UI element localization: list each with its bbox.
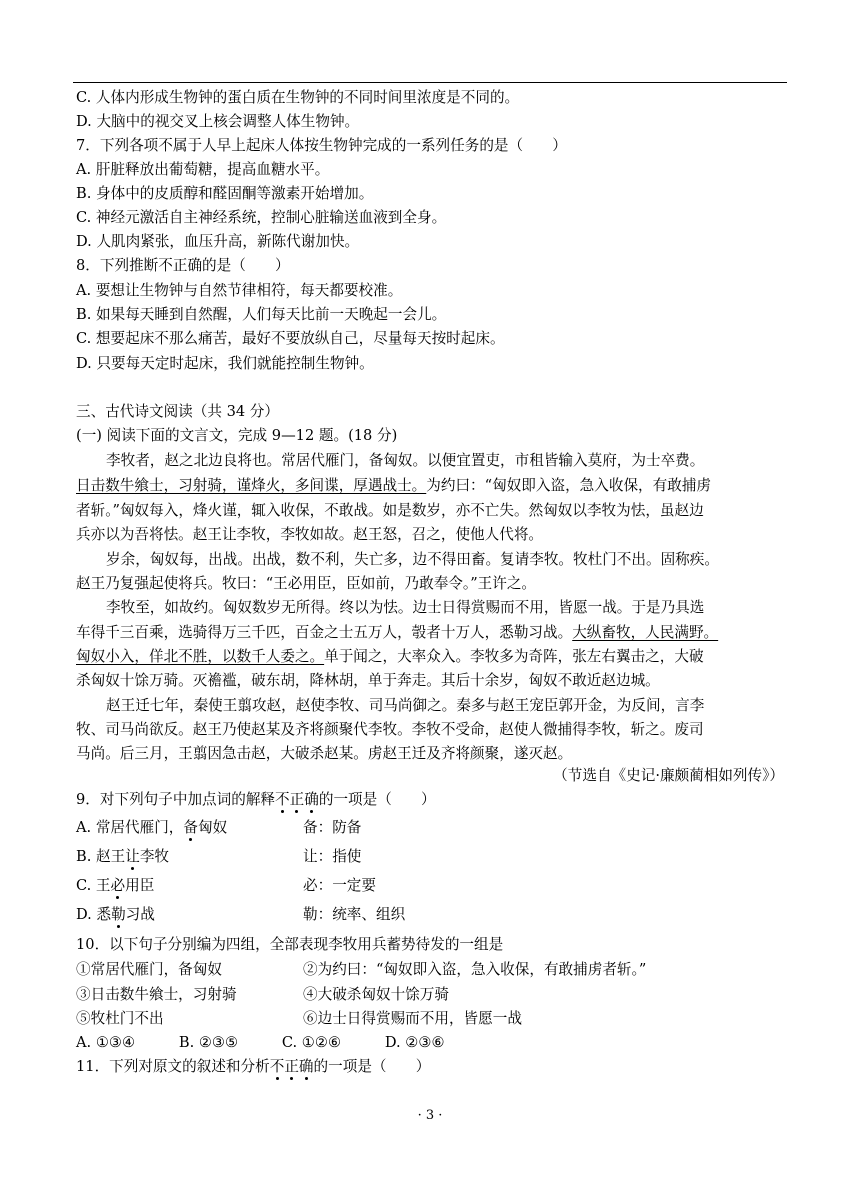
question-11: 11．下列对原文的叙述和分析不正确的一项是（ ） (76, 1058, 431, 1075)
dotted-word: 备 (183, 819, 198, 836)
passage-line: 赵王乃复强起使将兵。牧曰：“王必用臣，臣如前，乃敢奉令。”王许之。 (76, 575, 537, 592)
option-c-q9: C. 王必用臣 必：一定要 (76, 877, 376, 894)
passage-line: 车得千三百乘，选骑得万三千匹，百金之士五万人，彀者十万人，悉勒习战。大纵畜牧，人民满野。 (76, 624, 719, 641)
option-b-q7: B. 身体中的皮质醇和醛固酮等激素开始增加。 (76, 185, 374, 202)
passage-source: （节选自《史记·廉颇蔺相如列传》） (553, 767, 784, 784)
q10-choices: A. ①③④ B. ②③⑤ C. ①②⑥ D. ②③⑥ (76, 1034, 445, 1051)
passage-line: 赵王迁七年，秦使王翦攻赵，赵使李牧、司马尚御之。秦多与赵王宠臣郭开金，为反间，言李 (106, 697, 705, 714)
passage-line: 匈奴小入，佯北不胜，以数千人委之。单于闻之，大率众入。李牧多为奇阵，张左右翼击之，大破 (76, 648, 704, 665)
passage-line: 杀匈奴十馀万骑。灭襜褴，破东胡，降林胡，单于奔走。其后十余岁，匈奴不敢近赵边城。 (76, 672, 660, 689)
option-d-q7: D. 人肌肉紧张，血压升高，新陈代谢加快。 (76, 233, 360, 250)
passage-line: 岁余，匈奴每，出战。出战，数不利，失亡多，边不得田畜。复请李牧。牧杜门不出。固称疾。 (106, 551, 719, 568)
passage-line: 马尚。后三月，王翦因急击赵，大破杀赵某。虏赵王迁及齐将颜聚，遂灭赵。 (76, 745, 573, 762)
passage-line: 李牧者，赵之北边良将也。常居代雁门，备匈奴。以便宜置吏，市租皆输入莫府，为士卒费。 (106, 452, 705, 469)
option-a-q8: A. 要想让生物钟与自然节律相符，每天都要校准。 (76, 282, 403, 299)
underlined-sentence: 匈奴小入，佯北不胜，以数千人委之。 (76, 648, 325, 665)
dotted-word: 勒 (111, 906, 126, 923)
question-7: 7．下列各项不属于人早上起床人体按生物钟完成的一系列任务的是（ ） (76, 137, 567, 154)
section-instruction: (一) 阅读下面的文言文，完成 9—12 题。(18 分) (76, 427, 398, 444)
question-10: 10．以下句子分别编为四组，全部表现李牧用兵蓄势待发的一组是 (76, 936, 504, 953)
emphasis-dot-char: 确 (304, 791, 319, 808)
option-c-q7: C. 神经元激活自主神经系统，控制心脏输送血液到全身。 (76, 209, 447, 226)
page-number: · 3 · (417, 1108, 443, 1123)
emphasis-dot-char: 不 (275, 791, 290, 808)
emphasis-dot-char: 确 (298, 1058, 314, 1075)
option-d-q6: D. 大脑中的视交叉上核会调整人体生物钟。 (76, 113, 360, 130)
option-d-q8: D. 只要每天定时起床，我们就能控制生物钟。 (76, 355, 374, 372)
option-explanation: 必：一定要 (303, 877, 376, 894)
option-c-q6: C. 人体内形成生物钟的蛋白质在生物钟的不同时间里浓度是不同的。 (76, 89, 520, 106)
option-b-q8: B. 如果每天睡到自然醒，人们每天比前一天晚起一会儿。 (76, 306, 447, 323)
emphasis-dot-char: 正 (289, 791, 305, 808)
passage-line: 者斩。”匈奴每入，烽火谨，辄入收保，不敢战。如是数岁，亦不亡失。然匈奴以李牧为怯，虽赵边 (76, 502, 704, 519)
q10-row: ①常居代雁门，备匈奴 ②为约曰：“匈奴即入盗，急入收保，有敢捕虏者斩。” (76, 961, 647, 978)
underlined-sentence: 日击数牛飨士，习射骑，谨烽火，多间谍，厚遇战士。 (76, 477, 427, 494)
passage-line: 兵亦以为吾将怯。赵王让李牧，李牧如故。赵王怒，召之，使他人代将。 (76, 526, 544, 543)
q10-row: ③日击数牛飨士，习射骑 ④大破杀匈奴十馀万骑 (76, 986, 449, 1003)
header-rule (73, 82, 787, 83)
option-a-q7: A. 肝脏释放出葡萄糖，提高血糖水平。 (76, 161, 330, 178)
dotted-word: 必 (110, 877, 126, 894)
q10-row: ⑤牧杜门不出 ⑥边士日得赏赐而不用，皆愿一战 (76, 1010, 522, 1027)
passage-line: 李牧至，如故约。匈奴数岁无所得。终以为怯。边士日得赏赐而不用，皆愿一战。于是乃具选 (106, 599, 705, 616)
option-b-q9: B. 赵王让李牧 让：指使 (76, 848, 362, 865)
option-d-q9: D. 悉勒习战 勒：统率、组织 (76, 906, 406, 923)
option-explanation: 勒：统率、组织 (303, 906, 406, 923)
passage-line: 牧、司马尚欲反。赵王乃使赵某及齐将颜聚代李牧。李牧不受命，赵使人微捕得李牧，斩之。废司 (76, 721, 704, 738)
question-8: 8．下列推断不正确的是（ ） (76, 257, 290, 274)
option-c-q8: C. 想要起床不那么痛苦，最好不要放纵自己，尽量每天按时起床。 (76, 330, 505, 347)
emphasis-dot-char: 不 (269, 1058, 285, 1075)
emphasis-dot-char: 正 (284, 1058, 299, 1075)
passage-line: 日击数牛飨士，习射骑，谨烽火，多间谍，厚遇战士。为约曰：“匈奴即入盗，急入收保，有敢捕虏 (76, 477, 712, 494)
section-title: 三、古代诗文阅读（共 34 分） (76, 403, 279, 420)
option-explanation: 让：指使 (303, 848, 362, 865)
dotted-word: 让 (125, 848, 140, 865)
option-a-q9: A. 常居代雁门，备匈奴 备：防备 (76, 819, 362, 836)
underlined-sentence: 大纵畜牧，人民满野。 (572, 624, 719, 641)
question-9: 9．对下列句子中加点词的解释不正确的一项是（ ） (76, 791, 436, 808)
option-explanation: 备：防备 (303, 819, 362, 836)
